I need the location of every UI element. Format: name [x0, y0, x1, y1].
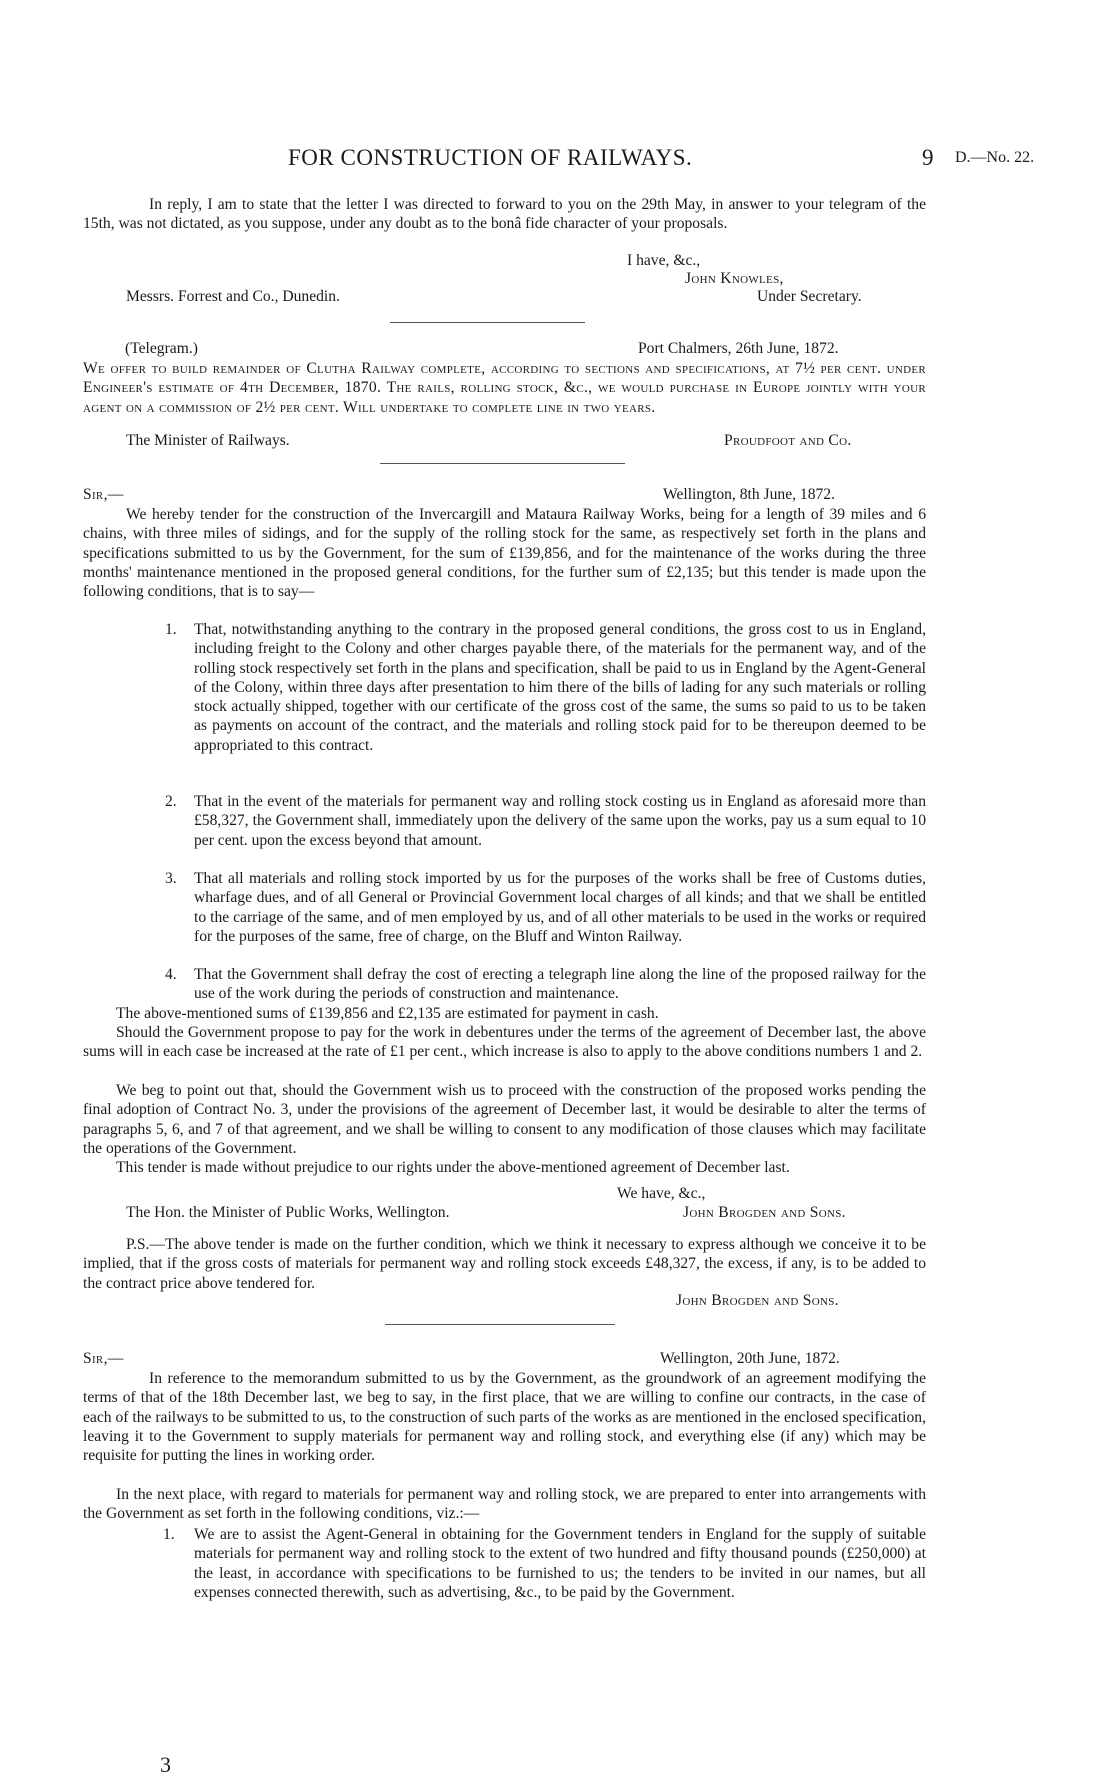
condition-text: That, notwithstanding anything to the contrary in the proposed general conditions, the gross cost to us in England, including freight to the Colony and other charges payable there, of the materials for the permanent way, and of the rolling stock respectively set forth in the plans and specification, shall be paid to us in England by the Agent-General of the Colony, within three days after presentation to him there of the bills of lading for any such materials or rolling stock actually shipped, together with our certificate of the gross cost of the same, the sums so paid to us to be taken as payments on account of the contract, and the materials and rolling stock paid for to be thereupon deemed to be appropriated to this contract. — [194, 621, 926, 754]
letter2-para-debentures: Should the Government propose to pay for the work in debentures under the terms of the agreement of December last, the above sums will in each case be increased at the rate of £1 per cent., which increase is also to apply to the above conditions numbers 1 and 2. — [83, 1024, 926, 1061]
condition-text: We are to assist the Agent-General in obtaining for the Government tenders in England for the supply of suitable materials for permanent way and rolling stock to the extent of two hundred and fifty thousand pounds (£250,000) at the least, in accordance with specifications to be furnished to us; the tenders to be invited in our names, but all expenses connected therewith, such as advertising, &c., to be paid by the Government. — [194, 1526, 926, 1601]
letter3-conditions — [83, 1525, 926, 1602]
page-number: 9 — [922, 145, 934, 170]
telegram-addressee: The Minister of Railways. — [126, 432, 290, 449]
running-title: FOR CONSTRUCTION OF RAILWAYS. — [288, 145, 693, 170]
list-item — [83, 965, 926, 1004]
telegram-body — [83, 359, 926, 417]
letter2-signatory: John Brogden and Sons. — [683, 1204, 846, 1221]
list-item — [83, 1525, 926, 1602]
letter2-intro: We hereby tender for the construction of the Invercargill and Mataura Railway Works, being for a length of 39 miles and 6 chains, with three miles of sidings, and for the supply of the rolling stock for the same, as respectively set forth in the plans and specifications submitted to us by the Government, for the sum of £139,856, and for the maintenance of the works during the three months' maintenance mentioned in the proposed general conditions, for the further sum of £2,135; but this tender is made upon the following conditions, that is to say— — [83, 506, 926, 601]
letter1-signatory-title: Under Secretary. — [757, 288, 862, 305]
letter1-body: In reply, I am to state that the letter I was directed to forward to you on the 29th May, in answer to your telegram of the 15th, was not dictated, as you suppose, under any doubt as to the bonâ fide character of your proposals. — [83, 196, 926, 233]
letter2-conditions — [83, 620, 926, 1004]
signature-mark: 3 — [160, 1752, 171, 1777]
letter2-para-cash: The above-mentioned sums of £139,856 and £2,135 are estimated for payment in cash. — [116, 1005, 659, 1022]
letter2-para-contract3: We beg to point out that, should the Government wish us to proceed with the construction of the proposed works pending the final adoption of Contract No. 3, under the provisions of the agreement of December last, it would be desirable to alter the terms of paragraphs 5, 6, and 7 of that agreement, and we shall be willing to consent to any modification of those clauses which may facilitate the operations of the Government. — [83, 1082, 926, 1157]
separator-rule — [385, 1324, 615, 1325]
condition-number: 1. — [165, 621, 177, 638]
letter1-signatory: John Knowles, — [685, 270, 784, 287]
telegram-body-text: We offer to build remainder of Clutha Railway complete, according to sections and specifications, at 7½ per cent. under Engineer's estimate of 4th December, 1870. The rails, rolling stock, &c., we would purchase in Europe jointly with your agent on a commission of 2½ per cent. Will undertake to complete line in two years. — [83, 360, 926, 416]
condition-text: That in the event of the materials for permanent way and rolling stock costing us in England as aforesaid more than £58,327, the Government shall, immediately upon the delivery of the same upon the works, pay us a sum equal to 10 per cent. upon the excess beyond that amount. — [194, 793, 926, 849]
condition-text: That all materials and rolling stock imported by us for the purposes of the works shall be free of Customs duties, wharfage dues, and of all General or Provincial Government local charges of all kinds; and that we shall be entitled to the carriage of the same, and of men employed by us, and of all other materials to be used in the works or required for the purposes of the same, free of charge, on the Bluff and Winton Railway. — [194, 870, 926, 945]
separator-rule — [380, 463, 625, 464]
list-item — [83, 792, 926, 869]
separator-rule — [390, 322, 585, 323]
letter3-para1: In reference to the memorandum submitted to us by the Government, as the groundwork of an agreement modifying the terms of that of the 18th December last, we beg to say, in the first place, that we are willing to confine our contracts, in the case of each of the railways to be submitted to us, to the construction of such parts of the works as are mentioned in the enclosed specification, leaving it to the Government to supply materials for permanent way and rolling stock, and everything else (if any) which may be requisite for putting the lines in working order. — [83, 1370, 926, 1465]
condition-number: 2. — [165, 793, 177, 810]
telegram-signatory: Proudfoot and Co. — [724, 432, 852, 449]
letter2-para-prejudice: This tender is made without prejudice to our rights under the above-mentioned agreement of December last. — [116, 1159, 790, 1176]
telegram-place-date: Port Chalmers, 26th June, 1872. — [638, 340, 839, 357]
telegram-label: (Telegram.) — [125, 340, 198, 357]
condition-number: 1. — [163, 1526, 175, 1543]
condition-number: 4. — [165, 966, 177, 983]
letter3-para2: In the next place, with regard to materials for permanent way and rolling stock, we are prepared to enter into arrangements with the Government as set forth in the following conditions, viz.:— — [83, 1486, 926, 1523]
letter2-postscript: P.S.—The above tender is made on the further condition, which we think it necessary to express although we conceive it to be implied, that if the gross costs of materials for permanent way and rolling stock exceeds £48,327, the excess, if any, is to be added to the contract price above tendered for. — [83, 1236, 926, 1292]
condition-text: That the Government shall defray the cost of erecting a telegraph line along the line of the proposed railway for the use of the work during the periods of construction and maintenance. — [194, 966, 926, 1003]
letter3-place-date: Wellington, 20th June, 1872. — [660, 1350, 840, 1367]
letter2-salutation: Sir,— — [83, 486, 124, 503]
list-item — [83, 620, 926, 792]
letter3-salutation: Sir,— — [83, 1350, 124, 1367]
letter2-ps-signatory: John Brogden and Sons. — [676, 1292, 839, 1309]
letter2-addressee: The Hon. the Minister of Public Works, Wellington. — [126, 1204, 450, 1221]
letter1-closing: I have, &c., — [627, 252, 701, 269]
letter1-addressee: Messrs. Forrest and Co., Dunedin. — [126, 288, 340, 305]
condition-number: 3. — [165, 870, 177, 887]
letter2-closing: We have, &c., — [617, 1185, 706, 1202]
document-reference: D.—No. 22. — [955, 149, 1035, 166]
letter2-place-date: Wellington, 8th June, 1872. — [663, 486, 835, 503]
list-item — [83, 869, 926, 965]
